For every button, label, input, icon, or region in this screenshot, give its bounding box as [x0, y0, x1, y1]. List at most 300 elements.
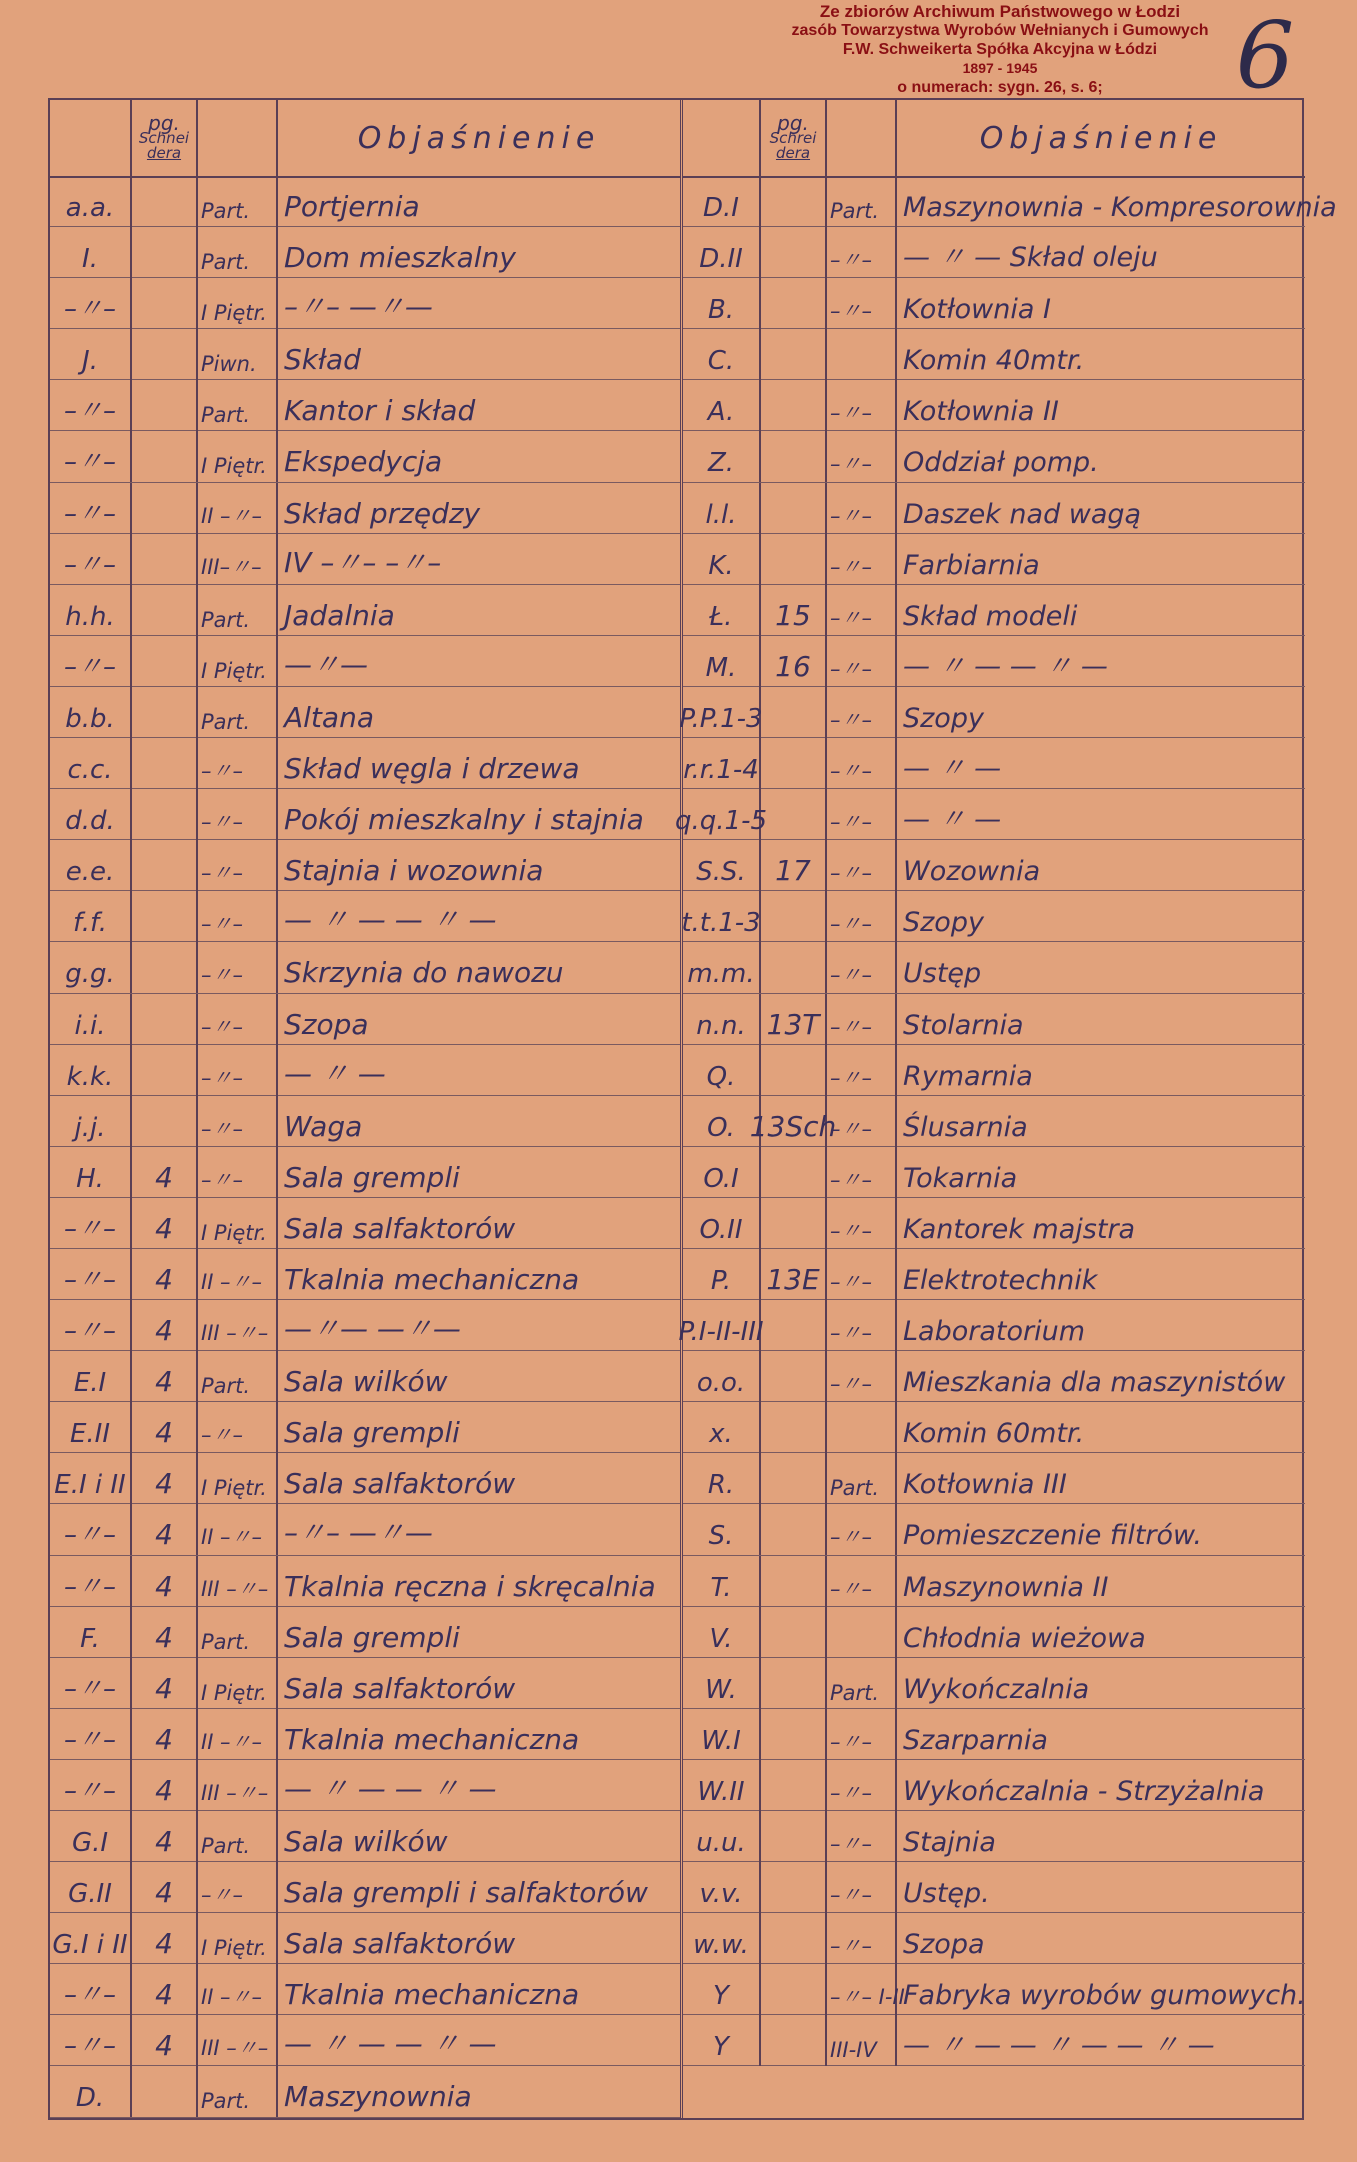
table-row	[683, 1504, 1305, 1555]
row-description: — 〃 — — 〃 — — 〃 —	[903, 2030, 1215, 2062]
row-description: — 〃 — — 〃 —	[284, 1771, 497, 1805]
row-description: — 〃 — — 〃 —	[903, 650, 1108, 682]
row-symbol: k.k.	[50, 1045, 132, 1096]
row-floor: –〃–	[827, 1198, 897, 1249]
row-floor: III –〃–	[198, 2015, 278, 2066]
row-page-ref: 4	[132, 1709, 198, 1760]
row-description: Komin 60mtr.	[903, 1418, 1085, 1450]
row-symbol: W.II	[683, 1760, 761, 1811]
table-row	[683, 1249, 1305, 1300]
row-page-ref: 13Sch	[761, 1096, 827, 1147]
row-page-ref	[761, 687, 827, 738]
header-floor-cell	[827, 100, 897, 176]
table-row	[683, 1198, 1305, 1249]
row-symbol: f.f.	[50, 891, 132, 942]
row-page-ref	[761, 1607, 827, 1658]
row-description: Farbiarnia	[903, 549, 1040, 581]
row-symbol: G.I i II	[50, 1913, 132, 1964]
pg-header-bot: dera	[146, 143, 182, 162]
row-symbol: –〃–	[50, 278, 132, 329]
row-symbol: –〃–	[50, 1760, 132, 1811]
table-row	[683, 994, 1305, 1045]
table-row	[683, 1607, 1305, 1658]
table-row	[683, 1811, 1305, 1862]
row-description: Elektrotechnik	[903, 1264, 1098, 1296]
row-description: Rymarnia	[903, 1060, 1033, 1092]
row-floor: –〃–	[827, 738, 897, 789]
row-description: Fabryka wyrobów gumowych.	[903, 1980, 1306, 2012]
row-description: —〃—	[284, 647, 369, 681]
row-floor: –〃–	[827, 994, 897, 1045]
row-description: Waga	[284, 1109, 363, 1143]
table-row	[50, 1607, 680, 1658]
table-row	[683, 1351, 1305, 1402]
table-row	[683, 1760, 1305, 1811]
row-floor: II –〃–	[198, 1249, 278, 1300]
row-symbol: P.P.1-3	[683, 687, 761, 738]
row-symbol: w.w.	[683, 1913, 761, 1964]
row-description: Ślusarnia	[903, 1111, 1028, 1143]
row-page-ref	[132, 431, 198, 482]
table-row	[50, 1504, 680, 1555]
row-page-ref	[761, 1811, 827, 1862]
table-row	[50, 1249, 680, 1300]
table-row	[50, 1045, 680, 1096]
row-description: Sala grempli i salfaktorów	[284, 1876, 648, 1910]
table-row	[683, 278, 1305, 329]
row-page-ref	[761, 1658, 827, 1709]
row-page-ref	[761, 1045, 827, 1096]
stamp-line-1: Ze zbiorów Archiwum Państwowego w Łodzi	[819, 2, 1181, 21]
row-symbol: I.	[50, 227, 132, 278]
row-symbol: Q.	[683, 1045, 761, 1096]
row-page-ref	[761, 483, 827, 534]
row-symbol: –〃–	[50, 1504, 132, 1555]
row-symbol: –〃–	[50, 1709, 132, 1760]
row-page-ref	[132, 789, 198, 840]
row-description: IV –〃– –〃–	[284, 545, 442, 579]
row-floor: Part.	[198, 380, 278, 431]
row-page-ref: 13E	[761, 1249, 827, 1300]
row-floor: I Piętr.	[198, 1658, 278, 1709]
row-floor: Part.	[827, 1453, 897, 1504]
row-floor: I Piętr.	[198, 1453, 278, 1504]
row-description: Tkalnia ręczna i skręcalnia	[284, 1569, 656, 1603]
pg-header-mid: Schrei	[769, 128, 817, 147]
row-description: — 〃 — Skład oleju	[903, 242, 1158, 274]
row-page-ref	[132, 380, 198, 431]
row-symbol: –〃–	[50, 483, 132, 534]
row-floor: –〃–	[827, 1249, 897, 1300]
stamp-line-4: 1897 - 1945	[962, 60, 1038, 76]
row-symbol: Y	[683, 1964, 761, 2015]
row-page-ref: 4	[132, 1198, 198, 1249]
row-floor: Part.	[198, 227, 278, 278]
row-description: —〃— —〃—	[284, 1312, 461, 1346]
row-floor: –〃–	[827, 1760, 897, 1811]
row-page-ref	[132, 534, 198, 585]
row-symbol: t.t.1-3	[683, 891, 761, 942]
table-row	[683, 227, 1305, 278]
table-row	[683, 1862, 1305, 1913]
row-symbol: –〃–	[50, 636, 132, 687]
row-page-ref: 4	[132, 1607, 198, 1658]
row-description: Dom mieszkalny	[284, 241, 516, 275]
row-description: Szopa	[284, 1007, 369, 1041]
row-page-ref	[761, 1504, 827, 1555]
row-page-ref	[132, 483, 198, 534]
row-floor: II –〃–	[198, 1504, 278, 1555]
row-description: Pokój mieszkalny i stajnia	[284, 803, 644, 837]
row-floor: –〃–	[827, 1045, 897, 1096]
table-row	[50, 329, 680, 380]
row-symbol: D.I	[683, 176, 761, 227]
row-description: Kotłownia III	[903, 1469, 1067, 1501]
table-row	[683, 1402, 1305, 1453]
row-page-ref	[761, 891, 827, 942]
row-description: Maszynownia II	[903, 1571, 1109, 1603]
row-symbol: K.	[683, 534, 761, 585]
row-symbol: F.	[50, 1607, 132, 1658]
row-page-ref	[132, 738, 198, 789]
table-row	[683, 2015, 1305, 2066]
index-sheet	[48, 98, 1337, 2120]
row-floor: Part.	[198, 1811, 278, 1862]
row-floor: –〃–	[827, 585, 897, 636]
row-symbol: Ł.	[683, 585, 761, 636]
row-description: Sala wilków	[284, 1825, 448, 1858]
row-floor: I Piętr.	[198, 1198, 278, 1249]
row-page-ref	[761, 1147, 827, 1198]
table-row	[50, 687, 680, 738]
header-symbol-cell	[683, 100, 761, 176]
row-page-ref: 4	[132, 1862, 198, 1913]
table-row	[50, 1709, 680, 1760]
row-description: Sala grempli	[284, 1620, 460, 1654]
row-page-ref	[761, 1351, 827, 1402]
row-symbol: –〃–	[50, 1556, 132, 1607]
table-row	[50, 380, 680, 431]
row-symbol: V.	[683, 1607, 761, 1658]
row-description: Stajnia i wozownia	[284, 854, 544, 888]
row-page-ref	[761, 1913, 827, 1964]
row-description: Skład przędzy	[284, 496, 481, 530]
row-description: Ustęp.	[903, 1878, 990, 1910]
row-symbol: –〃–	[50, 2015, 132, 2066]
row-description: Altana	[284, 700, 374, 734]
row-description: Kotłownia I	[903, 294, 1051, 326]
row-symbol: –〃–	[50, 1249, 132, 1300]
row-page-ref: 4	[132, 2015, 198, 2066]
row-symbol: e.e.	[50, 840, 132, 891]
row-symbol: a.a.	[50, 176, 132, 227]
table-row	[50, 942, 680, 993]
row-description: Skład węgla i drzewa	[284, 752, 580, 786]
table-row	[50, 738, 680, 789]
row-description: Mieszkania dla maszynistów	[903, 1367, 1286, 1399]
table-row	[50, 1147, 680, 1198]
row-symbol: O.	[683, 1096, 761, 1147]
row-page-ref: 4	[132, 1300, 198, 1351]
row-symbol: G.II	[50, 1862, 132, 1913]
table-row	[683, 1964, 1305, 2015]
row-floor: Piwn.	[198, 329, 278, 380]
stamp-line-5: o numerach: sygn. 26, s. 6;	[897, 79, 1103, 96]
row-description: Tkalnia mechaniczna	[284, 1722, 580, 1756]
row-page-ref	[132, 227, 198, 278]
row-floor: –〃–	[827, 840, 897, 891]
row-page-ref: 4	[132, 1351, 198, 1402]
row-page-ref	[761, 1453, 827, 1504]
row-page-ref	[761, 1964, 827, 2015]
row-floor: III –〃–	[198, 1556, 278, 1607]
row-floor: II –〃–	[198, 1709, 278, 1760]
row-symbol: H.	[50, 1147, 132, 1198]
row-description: Maszynownia - Kompresorownia	[903, 192, 1337, 223]
row-description: Chłodnia wieżowa	[903, 1622, 1146, 1654]
row-symbol: Y	[683, 2015, 761, 2066]
row-floor: –〃–	[198, 1402, 278, 1453]
row-description: Szarparnia	[903, 1724, 1048, 1756]
left-table-header	[50, 100, 680, 178]
row-symbol: c.c.	[50, 738, 132, 789]
table-row	[50, 789, 680, 840]
row-floor: –〃–	[827, 687, 897, 738]
row-description: Sala grempli	[284, 1416, 460, 1450]
row-page-ref	[132, 1096, 198, 1147]
table-row	[683, 636, 1305, 687]
row-floor: –〃–	[827, 1556, 897, 1607]
row-floor: –〃–	[198, 1862, 278, 1913]
row-floor: –〃–	[827, 278, 897, 329]
row-floor: Part.	[198, 687, 278, 738]
table-row	[678, 1300, 1305, 1351]
row-description: Skład	[284, 343, 361, 377]
table-row	[50, 483, 680, 534]
row-floor: –〃–	[827, 1811, 897, 1862]
row-floor: –〃–	[827, 1862, 897, 1913]
row-floor: Part.	[827, 1658, 897, 1709]
row-description: Skład modeli	[903, 600, 1078, 632]
row-page-ref: 13T	[761, 994, 827, 1045]
table-row	[50, 891, 680, 942]
row-floor: –〃–	[827, 227, 897, 278]
table-row	[50, 534, 680, 585]
row-page-ref	[132, 278, 198, 329]
table-row	[683, 891, 1305, 942]
row-symbol: –〃–	[50, 1198, 132, 1249]
row-floor: –〃–	[827, 534, 897, 585]
row-symbol: T.	[683, 1556, 761, 1607]
row-floor: III –〃–	[198, 1300, 278, 1351]
table-row	[50, 1658, 680, 1709]
row-floor: III –〃–	[198, 1760, 278, 1811]
row-page-ref	[761, 1760, 827, 1811]
table-row	[50, 1351, 680, 1402]
row-page-ref	[761, 431, 827, 482]
row-description: Ustęp	[903, 958, 982, 990]
header-pg-cell	[132, 100, 198, 176]
row-symbol: G.I	[50, 1811, 132, 1862]
row-floor: –〃–	[198, 994, 278, 1045]
row-symbol: m.m.	[683, 942, 761, 993]
table-row	[50, 585, 680, 636]
table-row	[683, 329, 1305, 380]
table-row	[683, 1096, 1305, 1147]
table-row	[683, 1709, 1305, 1760]
table-row	[683, 738, 1305, 789]
row-symbol: r.r.1-4	[683, 738, 761, 789]
row-floor: –〃–	[198, 942, 278, 993]
stamp-line-2: zasób Towarzystwa Wyrobów Wełnianych i Gumowych	[791, 22, 1209, 39]
row-page-ref	[132, 994, 198, 1045]
pg-header-bot: dera	[775, 143, 811, 162]
table-row	[50, 636, 680, 687]
row-description: Portjernia	[284, 190, 420, 223]
row-floor: Part.	[198, 1607, 278, 1658]
row-page-ref: 17	[761, 840, 827, 891]
row-symbol: P.I-II-III	[683, 1300, 761, 1351]
row-page-ref	[761, 1402, 827, 1453]
row-symbol: n.n.	[683, 994, 761, 1045]
row-floor: –〃–	[198, 840, 278, 891]
row-symbol: W.	[683, 1658, 761, 1709]
row-description: Pomieszczenie filtrów.	[903, 1520, 1202, 1552]
row-page-ref: 4	[132, 1504, 198, 1555]
table-row	[50, 1096, 680, 1147]
row-symbol: P.	[683, 1249, 761, 1300]
row-description: Tkalnia mechaniczna	[284, 1262, 580, 1296]
row-description: Wykończalnia - Strzyżalnia	[903, 1775, 1265, 1807]
row-page-ref	[761, 534, 827, 585]
row-page-ref	[132, 891, 198, 942]
row-floor: –〃–	[827, 1300, 897, 1351]
row-symbol: A.	[683, 380, 761, 431]
row-floor: Part.	[198, 2066, 278, 2117]
row-symbol: E.I i II	[50, 1453, 132, 1504]
row-symbol: S.S.	[683, 840, 761, 891]
row-page-ref	[761, 1300, 827, 1351]
table-row	[50, 1453, 680, 1504]
row-description: Daszek nad wagą	[903, 498, 1142, 530]
row-description: Kotłownia II	[903, 396, 1059, 428]
row-description: Szopa	[903, 1929, 985, 1961]
row-page-ref: 16	[761, 636, 827, 687]
row-page-ref	[132, 1045, 198, 1096]
row-symbol: –〃–	[50, 534, 132, 585]
row-description: Stajnia	[903, 1827, 996, 1858]
row-symbol: D.II	[683, 227, 761, 278]
table-row	[683, 380, 1305, 431]
pg-header-top: pg.	[148, 110, 180, 135]
row-floor: Part.	[198, 176, 278, 227]
row-symbol: C.	[683, 329, 761, 380]
row-floor: –〃–	[198, 891, 278, 942]
table-row	[50, 278, 680, 329]
table-row	[675, 789, 1305, 840]
row-description: –〃– —〃—	[284, 290, 433, 324]
row-floor: –〃–	[827, 1709, 897, 1760]
left-table	[50, 100, 680, 2118]
table-row	[50, 2015, 680, 2066]
pg-header-top: pg.	[777, 110, 809, 135]
table-row	[50, 1300, 680, 1351]
table-row	[683, 1658, 1305, 1709]
row-floor: –〃–	[827, 1504, 897, 1555]
row-symbol: o.o.	[683, 1351, 761, 1402]
table-row	[50, 1556, 680, 1607]
table-row	[683, 1453, 1305, 1504]
row-page-ref	[761, 1709, 827, 1760]
header-description-cell	[897, 100, 1305, 176]
row-page-ref	[761, 1556, 827, 1607]
stamp-line-3: F.W. Schweikerta Spółka Akcyjna w Łódzi	[842, 41, 1158, 58]
row-floor: –〃–	[827, 636, 897, 687]
header-symbol-cell	[50, 100, 132, 176]
row-page-ref	[132, 2066, 198, 2117]
row-symbol: d.d.	[50, 789, 132, 840]
row-symbol: O.I	[683, 1147, 761, 1198]
row-description: Sala salfaktorów	[284, 1671, 516, 1705]
row-floor: –〃– I-II	[827, 1964, 897, 2015]
row-floor: –〃–	[198, 1096, 278, 1147]
row-page-ref	[761, 789, 827, 840]
row-page-ref: 4	[132, 1402, 198, 1453]
row-page-ref	[132, 585, 198, 636]
page-number: 6	[1235, 2, 1295, 109]
row-description: Komin 40mtr.	[903, 345, 1085, 377]
table-row	[683, 1045, 1305, 1096]
row-symbol: –〃–	[50, 1658, 132, 1709]
table-row	[683, 1556, 1305, 1607]
row-floor: –〃–	[198, 1147, 278, 1198]
table-row	[50, 840, 680, 891]
table-row	[50, 1862, 680, 1913]
row-floor: –〃–	[827, 942, 897, 993]
row-floor: –〃–	[827, 1147, 897, 1198]
row-description: Sala salfaktorów	[284, 1211, 516, 1245]
row-floor: –〃–	[827, 891, 897, 942]
row-page-ref: 4	[132, 1811, 198, 1862]
row-description: –〃– —〃—	[284, 1516, 433, 1550]
row-symbol: –〃–	[50, 1300, 132, 1351]
row-description: Wykończalnia	[903, 1673, 1090, 1705]
row-page-ref: 4	[132, 1453, 198, 1504]
row-floor: –〃–	[198, 789, 278, 840]
row-page-ref	[761, 278, 827, 329]
row-page-ref: 4	[132, 1760, 198, 1811]
row-page-ref	[132, 636, 198, 687]
row-symbol: l.l.	[683, 483, 761, 534]
row-description: Laboratorium	[903, 1316, 1086, 1348]
right-table	[675, 100, 1337, 2118]
row-description: Szopy	[903, 907, 984, 939]
left-table-rows	[50, 176, 680, 2118]
row-page-ref	[132, 840, 198, 891]
row-page-ref	[761, 942, 827, 993]
objasnienie-heading: Objaśnienie	[357, 120, 601, 156]
row-description: Sala salfaktorów	[284, 1927, 516, 1961]
row-page-ref	[132, 687, 198, 738]
table-row	[50, 994, 680, 1045]
row-description: Kantor i skład	[284, 394, 476, 428]
row-description: Oddział pomp.	[903, 447, 1099, 479]
row-floor: I Piętr.	[198, 636, 278, 687]
row-description: Kantorek majstra	[903, 1213, 1136, 1245]
table-row	[50, 1913, 680, 1964]
row-symbol: R.	[683, 1453, 761, 1504]
header-pg-cell	[761, 100, 827, 176]
